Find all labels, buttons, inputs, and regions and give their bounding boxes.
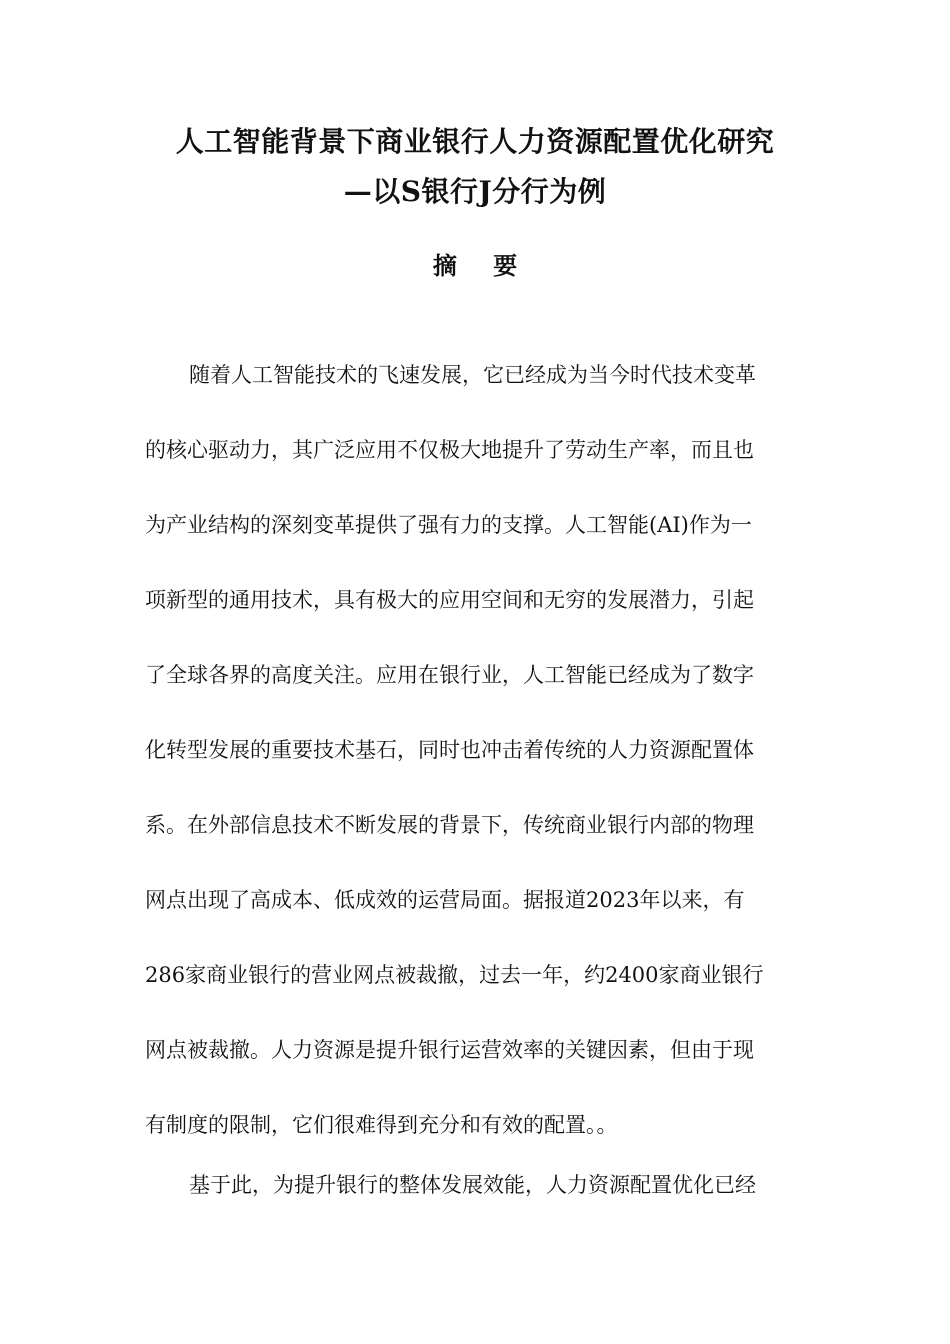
paragraph-line: 了全球各界的高度关注。应用在银行业，人工智能已经成为了数字 xyxy=(145,663,754,687)
document-title: 人工智能背景下商业银行人力资源配置优化研究 xyxy=(175,125,775,158)
paragraph-line: 项新型的通用技术，具有极大的应用空间和无穷的发展潜力，引起 xyxy=(145,588,754,612)
paragraph-line: 的核心驱动力，其广泛应用不仅极大地提升了劳动生产率，而且也 xyxy=(145,438,754,462)
paragraph-line: 网点被裁撤。人力资源是提升银行运营效率的关键因素，但由于现 xyxy=(145,1038,754,1062)
paragraph-line: 为产业结构的深刻变革提供了强有力的支撑。人工智能(AI)作为一 xyxy=(145,513,752,537)
paragraph-line: 基于此，为提升银行的整体发展效能，人力资源配置优化已经 xyxy=(189,1173,756,1197)
paragraph-line: 化转型发展的重要技术基石，同时也冲击着传统的人力资源配置体 xyxy=(145,738,754,762)
abstract-heading: 摘 要 xyxy=(432,251,532,280)
paragraph-line: 网点出现了高成本、低成效的运营局面。据报道2023年以来，有 xyxy=(145,888,745,912)
document-subtitle: —以S银行J分行为例 xyxy=(343,175,607,208)
paragraph-line: 286家商业银行的营业网点被裁撤，过去一年，约2400家商业银行 xyxy=(145,963,764,987)
paragraph-line: 系。在外部信息技术不断发展的背景下，传统商业银行内部的物理 xyxy=(145,813,754,837)
paragraph-line: 随着人工智能技术的飞速发展，它已经成为当今时代技术变革 xyxy=(189,363,756,387)
paragraph-line: 有制度的限制，它们很难得到充分和有效的配置。。 xyxy=(145,1113,618,1137)
